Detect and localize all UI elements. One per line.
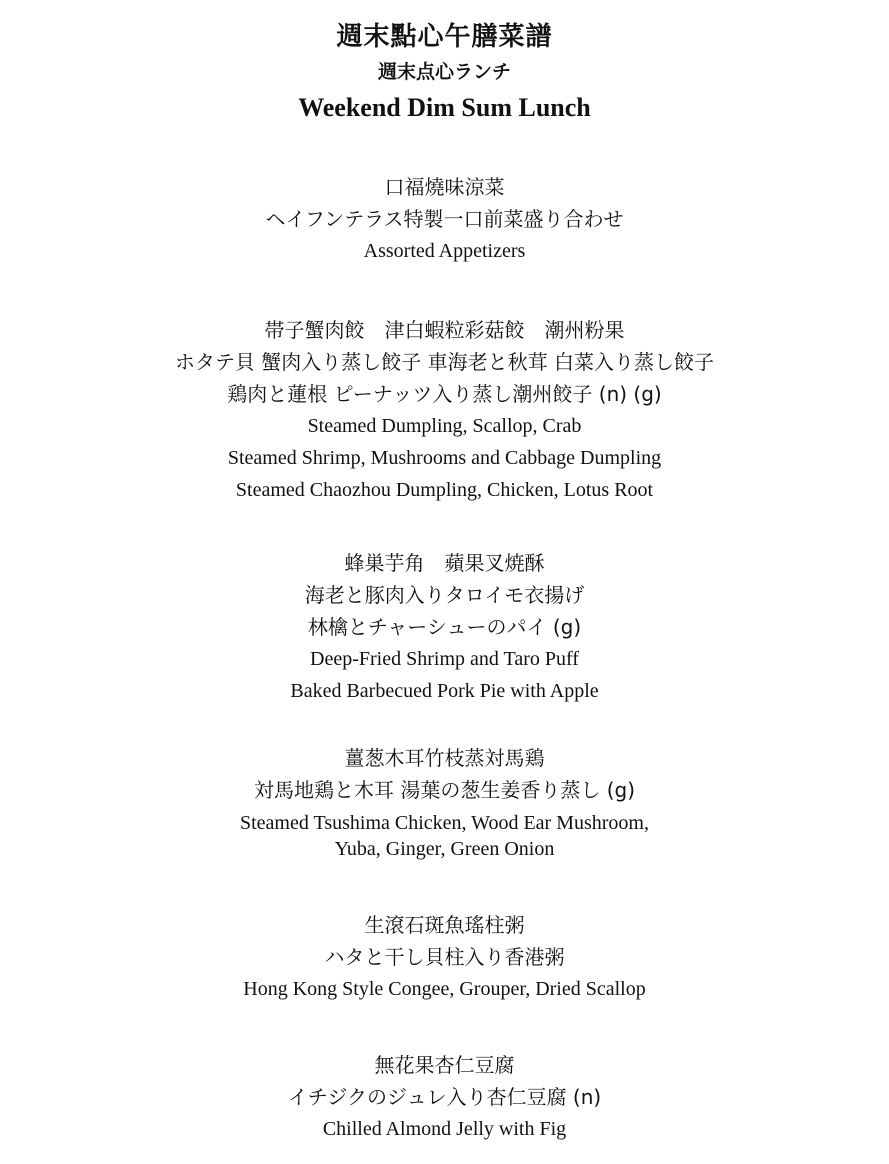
course-name-english: Hong Kong Style Congee, Grouper, Dried Scallop xyxy=(243,978,646,1000)
course-name-chinese: 蜂巣芋角 蘋果叉焼酥 xyxy=(344,551,545,575)
course-name-english: Steamed Shrimp, Mushrooms and Cabbage Dumpling xyxy=(227,447,662,469)
course-name-english: Assorted Appetizers xyxy=(363,240,526,262)
menu-title-japanese: 週末点心ランチ xyxy=(377,61,511,83)
menu-header xyxy=(0,18,889,128)
course-name-english: Chilled Almond Jelly with Fig xyxy=(322,1118,567,1140)
course-name-english: Yuba, Ginger, Green Onion xyxy=(334,838,555,860)
course-name-japanese: 海老と豚肉入りタロイモ衣揚げ xyxy=(304,583,585,607)
course-name-english: Deep-Fried Shrimp and Taro Puff xyxy=(310,648,579,670)
menu-title-english: Weekend Dim Sum Lunch xyxy=(298,93,591,122)
course-name-english: Steamed Tsushima Chicken, Wood Ear Mushroom, xyxy=(240,812,649,834)
course-name-japanese: イチジクのジュレ入り杏仁豆腐 (n) xyxy=(287,1085,602,1109)
course-name-japanese: ハタと干し貝柱入り香港粥 xyxy=(324,945,565,969)
course-taro-and-pie xyxy=(0,547,889,707)
course-name-japanese: 鶏肉と蓮根 ピーナッツ入り蒸し潮州餃子 (n) (g) xyxy=(227,382,662,406)
course-name-chinese: 帯子蟹肉餃 津白蝦粒彩菇餃 潮州粉果 xyxy=(264,318,625,342)
course-congee xyxy=(0,909,889,1005)
course-steamed-dumplings xyxy=(0,314,889,506)
course-name-japanese: 林檎とチャーシューのパイ (g) xyxy=(307,615,582,639)
course-steamed-chicken xyxy=(0,742,889,862)
course-name-english: Steamed Chaozhou Dumpling, Chicken, Lotus Root xyxy=(235,479,654,501)
course-name-japanese: ヘイフンテラス特製一口前菜盛り合わせ xyxy=(265,207,624,231)
course-dessert xyxy=(0,1049,889,1145)
course-name-chinese: 口福燒味涼菜 xyxy=(384,175,505,199)
course-name-chinese: 薑葱木耳竹枝蒸対馬鶏 xyxy=(344,746,545,770)
course-name-english: Steamed Dumpling, Scallop, Crab xyxy=(307,415,582,437)
course-name-chinese: 生滾石斑魚瑤柱粥 xyxy=(364,913,525,937)
course-name-english: Baked Barbecued Pork Pie with Apple xyxy=(290,680,599,702)
course-appetizers xyxy=(0,171,889,267)
course-name-chinese: 無花果杏仁豆腐 xyxy=(374,1053,515,1077)
menu-title-chinese: 週末點心午膳菜譜 xyxy=(336,22,553,52)
course-name-japanese: ホタテ貝 蟹肉入り蒸し餃子 車海老と秋茸 白菜入り蒸し餃子 xyxy=(174,350,715,374)
course-name-japanese: 対馬地鶏と木耳 湯葉の葱生姜香り蒸し (g) xyxy=(253,778,635,802)
